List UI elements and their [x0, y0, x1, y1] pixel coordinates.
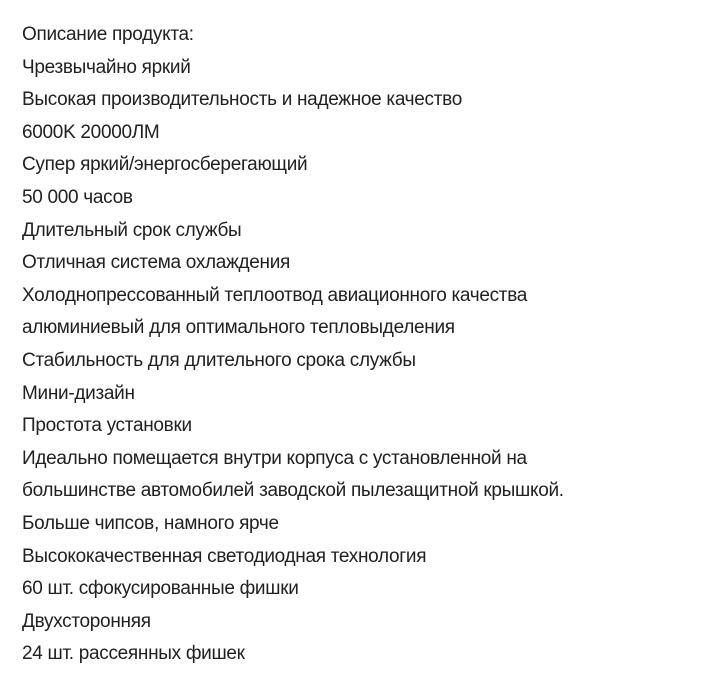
description-line: Мини-дизайн	[22, 382, 135, 404]
description-line: Холоднопрессованный теплоотвод авиационного качества	[22, 284, 528, 306]
description-line: Больше чипсов, намного ярче	[22, 512, 279, 534]
product-description	[22, 19, 564, 671]
description-line: Стабильность для длительного срока службы	[22, 349, 416, 371]
description-line: Высокая производительность и надежное качество	[22, 89, 463, 111]
description-line: Двухсторонняя	[22, 610, 151, 632]
description-line: Идеально помещается внутри корпуса с установленной на	[22, 447, 527, 469]
description-heading: Описание продукта:	[22, 24, 194, 45]
description-line: Отличная система охлаждения	[22, 252, 291, 274]
description-line: Высококачественная светодиодная технология	[22, 545, 427, 567]
description-line: алюминиевый для оптимального тепловыделения	[22, 317, 455, 339]
description-line: большинстве автомобилей заводской пылезащитной крышкой.	[22, 480, 564, 502]
description-line: 6000K 20000ЛМ	[22, 121, 160, 143]
description-line: 60 шт. сфокусированные фишки	[22, 578, 299, 600]
description-line: Супер яркий/энергосберегающий	[22, 154, 308, 176]
description-line: Простота установки	[22, 415, 192, 437]
description-line: Чрезвычайно яркий	[22, 56, 191, 78]
description-line: 50 000 часов	[22, 186, 133, 208]
description-line: Длительный срок службы	[22, 219, 242, 241]
description-line: 24 шт. рассеянных фишек	[22, 643, 245, 665]
